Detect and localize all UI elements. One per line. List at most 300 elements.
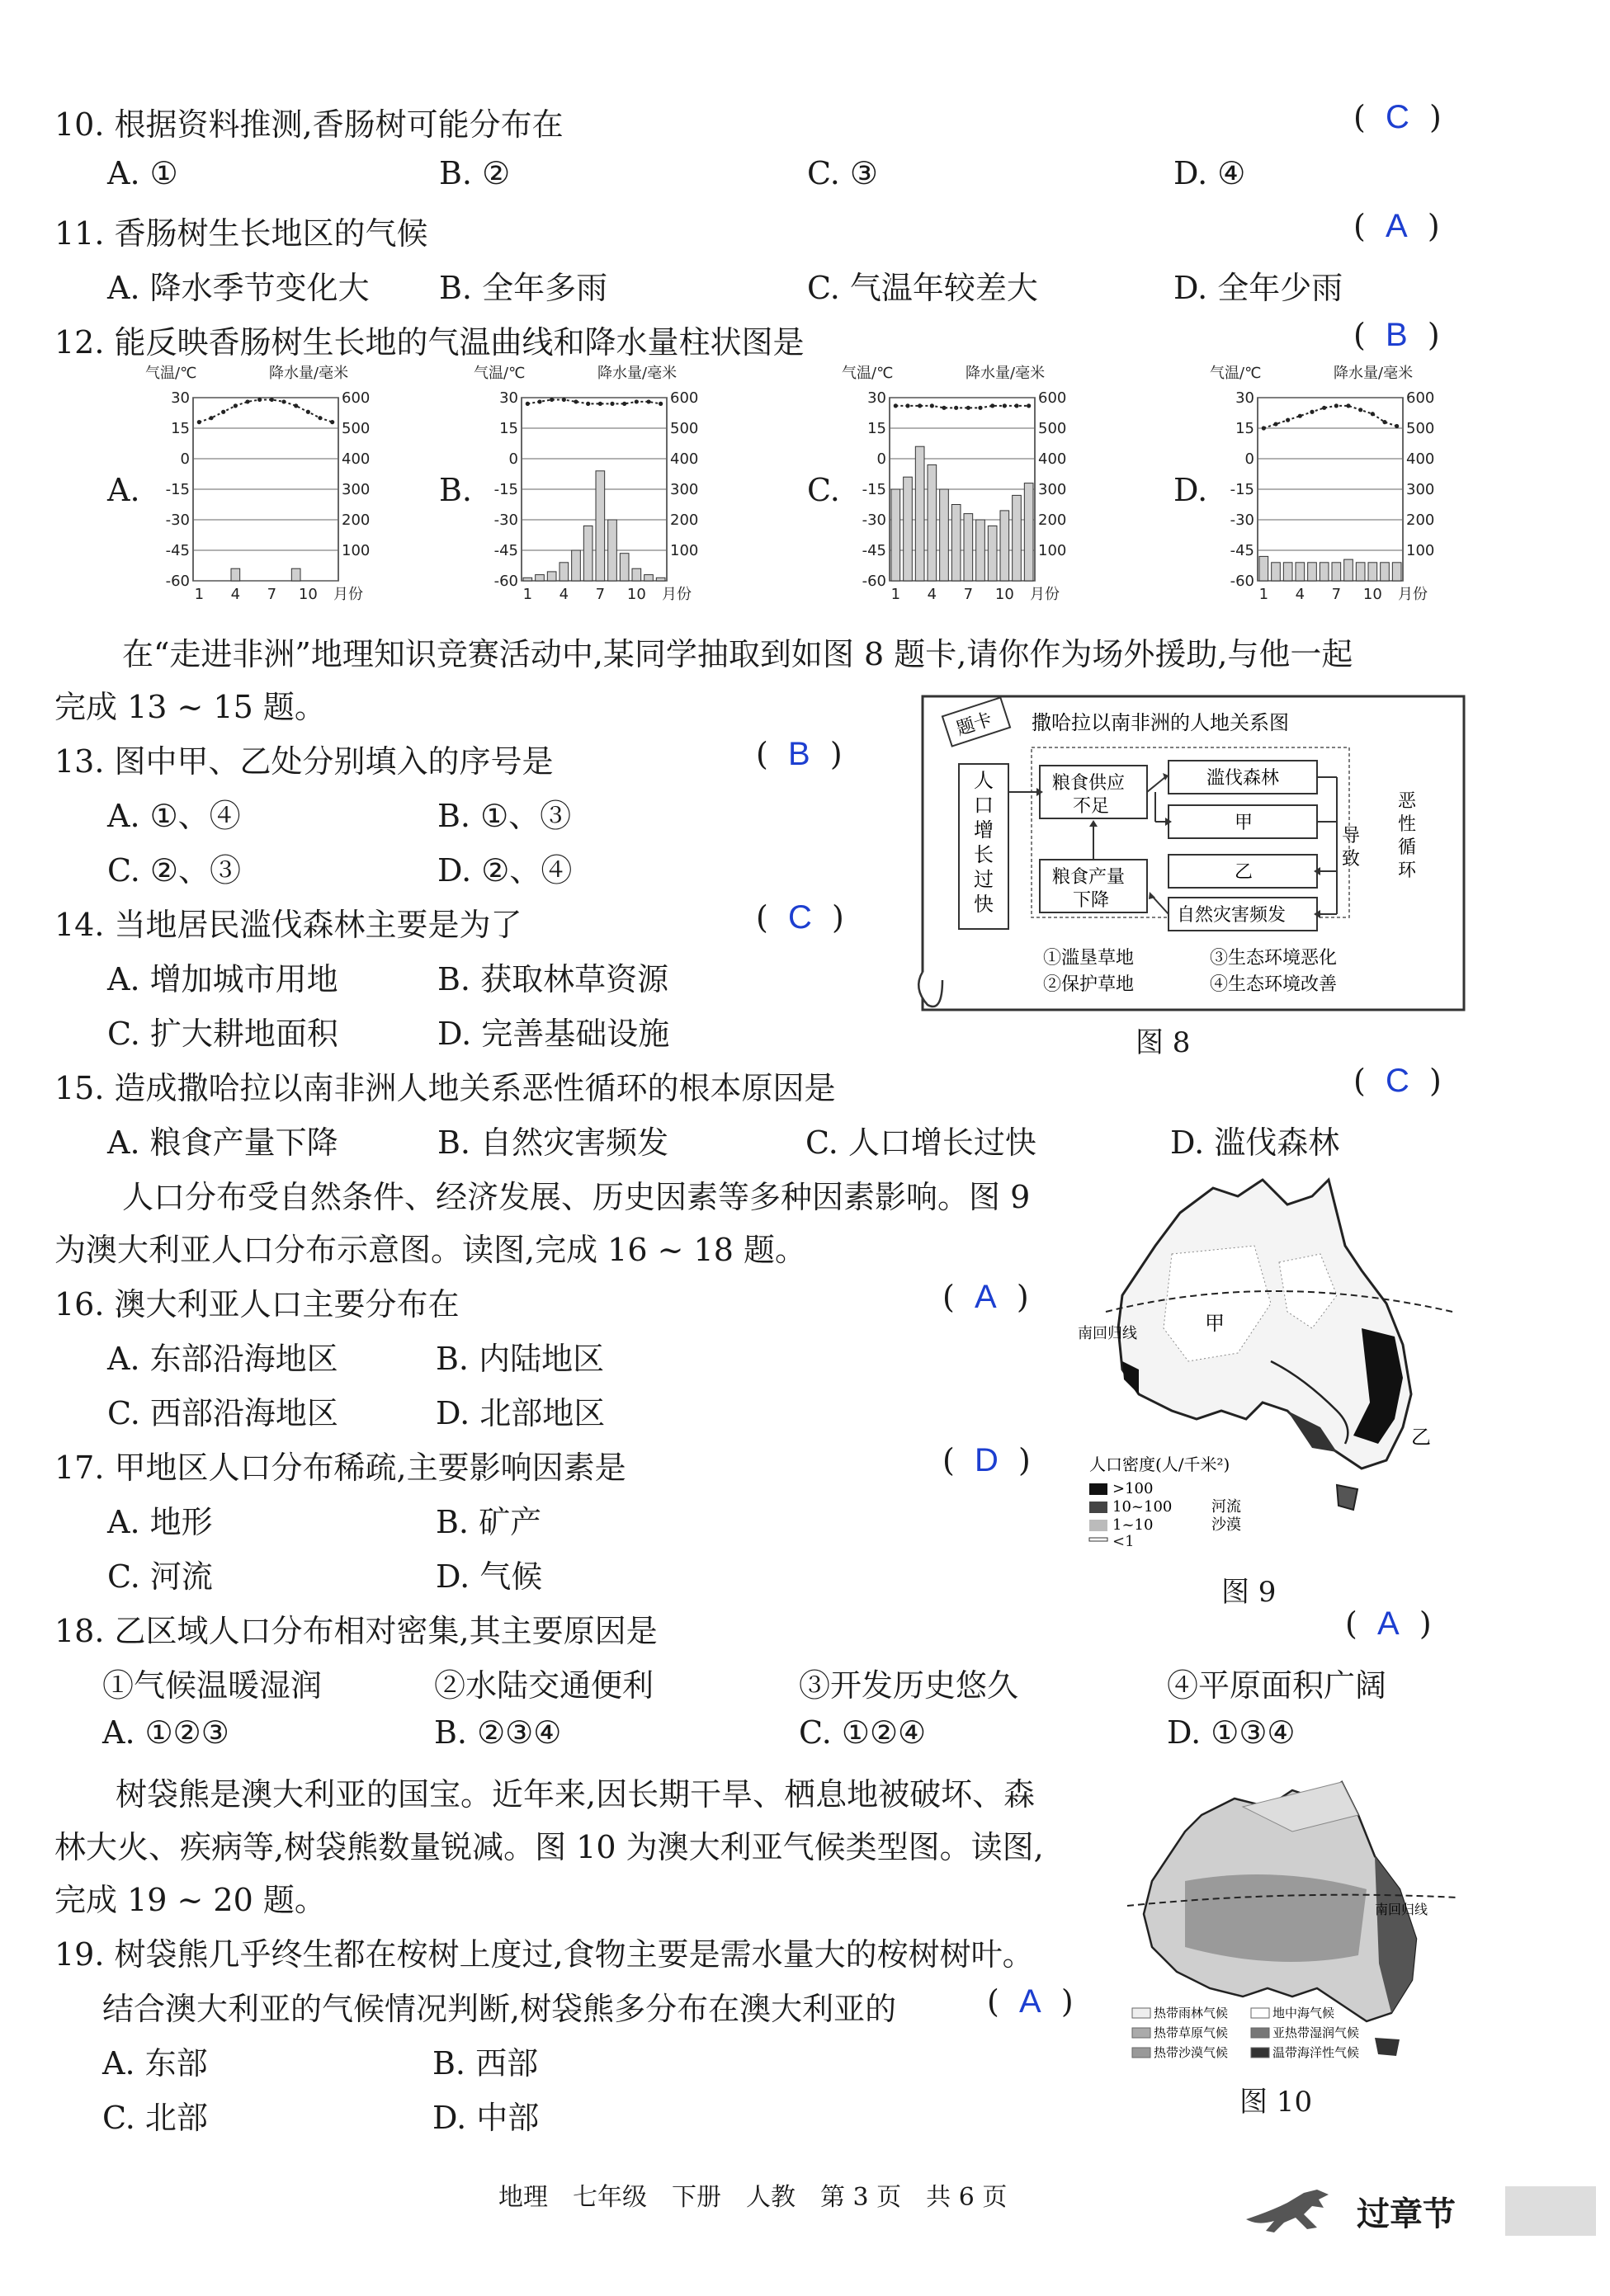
temp-point (905, 403, 909, 408)
month-tick-label: 4 (230, 586, 241, 603)
precip-bar (891, 489, 900, 581)
precip-tick-label: 600 (1038, 389, 1067, 407)
q15-answer: C (1385, 1063, 1409, 1099)
precip-bar (1283, 563, 1292, 581)
temp-point (537, 399, 541, 403)
q12-option-d: D. (1173, 472, 1208, 508)
q13-option-a: A. ①、④ (107, 798, 241, 834)
precip-bar (596, 471, 605, 581)
fig10-legend-6: 温带海洋性气候 (1272, 2045, 1360, 2060)
precip-tick-label: 100 (342, 542, 371, 559)
fig9-legend-title: 人口密度(人/千米²) (1089, 1454, 1230, 1474)
temp-point (330, 420, 334, 424)
temp-point (1382, 420, 1386, 424)
precip-tick-label: 100 (1406, 542, 1435, 559)
temp-tick-label: -60 (1230, 573, 1254, 590)
temp-axis-label: 气温/℃ (842, 365, 894, 382)
q13-option-d: D. ②、④ (437, 852, 573, 889)
figure-9-map (1073, 1163, 1469, 1543)
fig8-legend-3: ③生态环境恶化 (1210, 948, 1338, 969)
precip-bar (620, 554, 629, 581)
temp-point (221, 410, 225, 414)
precip-tick-label: 400 (1038, 450, 1067, 468)
q18-answer-paren: ( A ) (1345, 1605, 1432, 1642)
q10-stem: 10. 根据资料推测,香肠树可能分布在 (54, 106, 564, 143)
q11-answer-paren: ( A ) (1353, 208, 1440, 244)
q18-option-a: A. ①②③ (102, 1714, 229, 1751)
q17-answer-paren: ( D ) (942, 1442, 1031, 1478)
q18-item-2: ②水陆交通便利 (434, 1667, 654, 1704)
temp-point (646, 399, 650, 403)
q19-stem-line2: 结合澳大利亚的气候情况判断,树袋熊多分布在澳大利亚的 (102, 1991, 897, 2027)
temp-tick-label: 0 (508, 450, 518, 468)
intro-16-18-line1: 人口分布受自然条件、经济发展、历史因素等多种因素影响。图 9 (122, 1179, 1031, 1215)
precip-bar (1392, 563, 1401, 581)
q17-answer: D (974, 1442, 999, 1478)
box-food-drop-line2: 下降 (1073, 890, 1110, 911)
q16-option-a: A. 东部沿海地区 (107, 1341, 338, 1377)
temp-tick-label: -30 (493, 512, 518, 529)
intro-19-20-line1: 树袋熊是澳大利亚的国宝。近年来,因长期干旱、栖息地被破坏、森 (116, 1776, 1036, 1813)
month-tick-label: 1 (194, 586, 205, 603)
box-population-char-6: 快 (974, 893, 994, 916)
temp-axis-label: 气温/℃ (145, 365, 197, 382)
q15-option-c: C. 人口增长过快 (805, 1124, 1036, 1161)
temp-point (598, 402, 602, 406)
temp-point (954, 406, 958, 410)
precip-bar (547, 572, 556, 581)
month-tick-label: 1 (1258, 586, 1269, 603)
label-yi: 乙 (1411, 1426, 1431, 1449)
q18-option-b: B. ②③④ (434, 1714, 562, 1751)
box-food-shortage-line1: 粮食供应 (1052, 773, 1126, 794)
temp-point (306, 410, 310, 414)
precip-tick-label: 500 (1038, 420, 1067, 437)
q19-stem-line1: 19. 树袋熊几乎终生都在桉树上度过,食物主要是需水量大的桉树树叶。 (54, 1936, 1034, 1973)
q15-option-b: B. 自然灾害频发 (437, 1124, 669, 1161)
q10-option-c: C. ③ (807, 155, 878, 191)
fig9-legend-river: 河流 (1211, 1498, 1241, 1516)
precip-bar (964, 514, 973, 581)
box-population-char-1: 人 (974, 769, 994, 792)
fig10-tropic-label: 南回归线 (1375, 1902, 1428, 1917)
precip-tick-label: 300 (1406, 481, 1435, 498)
q12-option-c: C. (807, 472, 840, 508)
q15-answer-paren: ( C ) (1353, 1063, 1442, 1099)
precip-tick-label: 300 (342, 481, 371, 498)
figure-8-card (908, 691, 1469, 1021)
temp-tick-label: 30 (1235, 389, 1254, 407)
fig9-legend-4-label: <1 (1112, 1533, 1135, 1550)
precip-bar (940, 489, 949, 581)
q12-answer: B (1385, 317, 1408, 353)
temp-point (550, 398, 554, 402)
precip-bar (1320, 563, 1329, 581)
temp-point (574, 399, 578, 403)
tropic-label: 南回归线 (1078, 1325, 1137, 1342)
precip-bar (231, 568, 240, 581)
q16-option-b: B. 内陆地区 (436, 1341, 605, 1377)
temp-point (1322, 406, 1326, 410)
precip-tick-label: 100 (1038, 542, 1067, 559)
fig10-legend-3: 热带草原气候 (1154, 2025, 1229, 2040)
precip-bar (1344, 559, 1353, 581)
fig9-caption: 图 9 (1221, 1576, 1277, 1609)
precip-bar (1024, 483, 1033, 581)
fig10-legend-4: 亚热带湿润气候 (1272, 2025, 1360, 2040)
temp-point (1358, 408, 1362, 412)
temp-tick-label: -15 (862, 481, 886, 498)
temp-point (978, 406, 982, 410)
q18-option-d: D. ①③④ (1167, 1714, 1296, 1751)
fig8-legend-4: ④生态环境改善 (1210, 974, 1338, 995)
q10-option-b: B. ② (439, 155, 511, 191)
precip-bar (1381, 563, 1390, 581)
temp-point (294, 403, 298, 408)
q17-stem: 17. 甲地区人口分布稀疏,主要影响因素是 (54, 1450, 626, 1486)
temp-point (245, 399, 249, 403)
temp-tick-label: -60 (165, 573, 190, 590)
month-tick-label: 10 (1362, 586, 1382, 603)
temp-point (586, 402, 590, 406)
precip-tick-label: 200 (1406, 512, 1435, 529)
temp-point (1014, 403, 1018, 408)
intro-13-15-line1: 在“走进非洲”地理知识竞赛活动中,某同学抽取到如图 8 题卡,请你作为场外援助,与他一起 (122, 636, 1353, 672)
precip-axis-label: 降水量/毫米 (269, 365, 349, 382)
label-vicious-char-4: 环 (1398, 860, 1417, 881)
month-unit-label: 月份 (662, 586, 692, 603)
tasmania (1337, 1485, 1357, 1510)
q18-item-3: ③开发历史悠久 (799, 1667, 1019, 1704)
q19-option-a: A. 东部 (102, 2045, 208, 2081)
precip-bar (656, 578, 665, 581)
q14-answer: C (787, 899, 812, 936)
precip-bar (536, 575, 545, 581)
precip-bar (976, 520, 985, 581)
q11-stem: 11. 香肠树生长地区的气候 (54, 215, 428, 252)
box-disaster-label: 自然灾害频发 (1177, 905, 1287, 926)
horse-logo-icon (1238, 2178, 1345, 2236)
precip-tick-label: 400 (342, 450, 371, 468)
box-food-shortage-line2: 不足 (1073, 796, 1110, 817)
precip-bar (291, 568, 300, 581)
q11-option-d: D. 全年少雨 (1173, 270, 1343, 306)
q14-answer-paren: ( C ) (756, 899, 844, 936)
box-population-char-5: 过 (974, 868, 994, 891)
temp-tick-label: -30 (165, 512, 190, 529)
temp-point (1395, 424, 1399, 428)
fig8-legend-1: ①滥垦草地 (1043, 948, 1135, 969)
precip-bar (523, 578, 532, 581)
q19-option-c: C. 北部 (102, 2100, 208, 2136)
q12-option-a: A. (107, 472, 140, 508)
q13-stem: 13. 图中甲、乙处分别填入的序号是 (54, 743, 554, 780)
q10-answer: C (1385, 99, 1409, 135)
q19-option-d: D. 中部 (432, 2100, 540, 2136)
label-daozhi-char-1: 导 (1342, 826, 1361, 846)
month-tick-label: 4 (559, 586, 569, 603)
temp-point (942, 406, 946, 410)
temp-point (257, 398, 262, 402)
temp-tick-label: -45 (493, 542, 518, 559)
q11-option-b: B. 全年多雨 (439, 270, 608, 306)
precip-bar (1272, 563, 1281, 581)
footer-tab (1505, 2186, 1596, 2236)
precip-axis-label: 降水量/毫米 (1334, 365, 1414, 382)
temp-point (1371, 412, 1375, 416)
precip-axis-label: 降水量/毫米 (966, 365, 1046, 382)
q15-stem: 15. 造成撒哈拉以南非洲人地关系恶性循环的根本原因是 (54, 1070, 836, 1106)
precip-tick-label: 400 (670, 450, 699, 468)
box-jia-label: 甲 (1235, 813, 1254, 833)
fig9-legend-desert: 沙漠 (1211, 1516, 1241, 1534)
fig10-legend-2: 地中海气候 (1272, 2006, 1335, 2020)
precip-bar (632, 568, 641, 581)
precip-tick-label: 200 (1038, 512, 1067, 529)
precip-bar (559, 563, 569, 581)
q13-answer: B (787, 736, 810, 772)
precip-tick-label: 400 (1406, 450, 1435, 468)
precip-tick-label: 500 (342, 420, 371, 437)
label-vicious-char-1: 恶 (1398, 791, 1417, 812)
temp-tick-label: -60 (493, 573, 518, 590)
precip-tick-label: 200 (342, 512, 371, 529)
precip-tick-label: 600 (342, 389, 371, 407)
temp-tick-label: -45 (862, 542, 886, 559)
fig10-caption: 图 10 (1239, 2086, 1313, 2119)
intro-16-18-line2: 为澳大利亚人口分布示意图。读图,完成 16 ~ 18 题。 (54, 1232, 806, 1268)
q12-stem: 12. 能反映香肠树生长地的气温曲线和降水量柱状图是 (54, 324, 805, 361)
fig10-legend-5: 热带沙漠气候 (1154, 2045, 1229, 2060)
month-tick-label: 4 (1295, 586, 1305, 603)
q14-option-a: A. 增加城市用地 (107, 961, 338, 997)
month-tick-label: 7 (595, 586, 606, 603)
temp-point (318, 416, 322, 420)
temp-tick-label: 0 (1244, 450, 1254, 468)
temp-tick-label: -45 (1230, 542, 1254, 559)
temp-tick-label: -60 (862, 573, 886, 590)
q15-option-d: D. 滥伐森林 (1170, 1124, 1340, 1161)
q18-option-c: C. ①②④ (799, 1714, 927, 1751)
precip-bar (572, 550, 581, 581)
temp-point (1286, 418, 1290, 422)
fig8-legend-2: ②保护草地 (1043, 974, 1135, 995)
temp-point (526, 402, 530, 406)
climate-chart-c (842, 365, 1081, 612)
fig8-caption: 图 8 (1135, 1026, 1191, 1059)
precip-tick-label: 200 (670, 512, 699, 529)
precip-bar (1308, 563, 1317, 581)
label-vicious-char-2: 性 (1398, 814, 1417, 835)
fig10-legend-1: 热带雨林气候 (1154, 2006, 1229, 2020)
desert-climate-zone (1185, 1874, 1367, 1962)
q14-option-b: B. 获取林草资源 (437, 961, 669, 997)
temp-point (234, 403, 238, 408)
temp-point (635, 399, 639, 403)
q16-option-c: C. 西部沿海地区 (107, 1395, 338, 1431)
temp-tick-label: 15 (171, 420, 190, 437)
precip-bar (1259, 556, 1268, 581)
footer-text: 地理 七年级 下册 人教 第 3 页 共 6 页 (498, 2183, 1008, 2212)
q15-option-a: A. 粮食产量下降 (107, 1124, 338, 1161)
precip-bar (915, 446, 924, 581)
fig9-legend-3: 1~10 (1112, 1516, 1154, 1534)
temp-tick-label: 30 (171, 389, 190, 407)
month-tick-label: 10 (298, 586, 318, 603)
precip-tick-label: 600 (670, 389, 699, 407)
precip-bar (988, 526, 997, 581)
card-tag: 题卡 (954, 709, 995, 740)
box-population-char-3: 增 (974, 818, 994, 842)
q11-answer: A (1385, 208, 1408, 244)
temp-point (1273, 422, 1277, 426)
box-population-char-4: 长 (974, 843, 994, 866)
precip-bar (904, 477, 913, 581)
temp-tick-label: -30 (1230, 512, 1254, 529)
q16-option-d: D. 北部地区 (436, 1395, 606, 1431)
precip-bar (1368, 563, 1377, 581)
q16-answer-paren: ( A ) (942, 1279, 1029, 1315)
precip-bar (608, 520, 617, 581)
precip-axis-label: 降水量/毫米 (597, 365, 678, 382)
precip-bar (644, 575, 654, 581)
month-tick-label: 1 (890, 586, 901, 603)
temp-tick-label: -15 (1230, 481, 1254, 498)
temp-point (918, 403, 922, 408)
q13-answer-paren: ( B ) (756, 736, 843, 772)
fig9-legend-2: 10~100 (1112, 1498, 1173, 1516)
box-food-drop-line1: 粮食产量 (1052, 867, 1126, 888)
box-deforest-label: 滥伐森林 (1206, 768, 1280, 789)
temp-point (1346, 403, 1350, 408)
q13-option-c: C. ②、③ (107, 852, 241, 889)
precip-tick-label: 300 (670, 481, 699, 498)
q19-option-b: B. 西部 (432, 2045, 539, 2081)
temp-point (622, 402, 626, 406)
temp-point (1003, 403, 1007, 408)
temp-point (930, 403, 934, 408)
temp-point (270, 398, 274, 402)
temp-point (562, 398, 566, 402)
precip-tick-label: 500 (670, 420, 699, 437)
fig8-title: 撒哈拉以南非洲的人地关系图 (1032, 711, 1289, 734)
temp-point (1027, 403, 1031, 408)
month-tick-label: 7 (267, 586, 277, 603)
label-vicious-char-3: 循 (1398, 837, 1417, 858)
month-unit-label: 月份 (333, 586, 363, 603)
climate-chart-b (474, 365, 713, 612)
temp-point (1334, 403, 1339, 408)
intro-13-15-line2: 完成 13 ~ 15 题。 (54, 689, 326, 725)
q19-answer-paren: ( A ) (987, 1983, 1074, 2020)
temp-tick-label: -15 (493, 481, 518, 498)
tasmania-climate (1375, 2038, 1400, 2056)
q18-item-1: ①气候温暖湿润 (102, 1667, 323, 1704)
label-jia: 甲 (1205, 1312, 1225, 1335)
q17-option-d: D. 气候 (436, 1558, 543, 1595)
box-population-char-2: 口 (974, 794, 994, 817)
precip-tick-label: 300 (1038, 481, 1067, 498)
temp-point (1298, 414, 1302, 418)
temp-point (1310, 410, 1314, 414)
intro-19-20-line2: 林大火、疾病等,树袋熊数量锐减。图 10 为澳大利亚气候类型图。读图, (54, 1829, 1044, 1865)
temp-point (659, 402, 663, 406)
temp-tick-label: 15 (499, 420, 518, 437)
q16-answer: A (974, 1279, 997, 1315)
figure-10-map (1127, 1766, 1457, 2087)
month-tick-label: 7 (1331, 586, 1342, 603)
q19-answer: A (1018, 1983, 1041, 2020)
label-daozhi-char-2: 致 (1342, 849, 1361, 870)
precip-bar (1332, 563, 1341, 581)
temp-tick-label: 0 (180, 450, 190, 468)
precip-bar (1000, 511, 1009, 581)
precip-tick-label: 500 (1406, 420, 1435, 437)
month-tick-label: 4 (927, 586, 937, 603)
month-unit-label: 月份 (1398, 586, 1428, 603)
q12-option-b: B. (439, 472, 473, 508)
temp-point (197, 420, 201, 424)
q18-answer: A (1376, 1605, 1400, 1642)
q14-option-c: C. 扩大耕地面积 (107, 1016, 338, 1052)
temp-point (966, 406, 970, 410)
temp-tick-label: 30 (867, 389, 886, 407)
footer-brand: 过章节 (1357, 2195, 1456, 2233)
precip-bar (1296, 563, 1305, 581)
q17-option-c: C. 河流 (107, 1558, 213, 1595)
q17-option-b: B. 矿产 (436, 1504, 542, 1540)
month-tick-label: 10 (994, 586, 1014, 603)
q17-option-a: A. 地形 (107, 1504, 213, 1540)
precip-bar (1356, 563, 1365, 581)
precip-bar (583, 526, 593, 581)
q18-stem: 18. 乙区域人口分布相对密集,其主要原因是 (54, 1613, 658, 1649)
month-tick-label: 10 (626, 586, 646, 603)
temp-tick-label: 15 (867, 420, 886, 437)
temp-axis-label: 气温/℃ (474, 365, 526, 382)
temp-tick-label: -30 (862, 512, 886, 529)
temp-point (990, 403, 994, 408)
q14-option-d: D. 完善基础设施 (437, 1016, 670, 1052)
month-tick-label: 1 (522, 586, 533, 603)
temp-point (209, 416, 213, 420)
climate-chart-d (1210, 365, 1449, 612)
precip-tick-label: 100 (670, 542, 699, 559)
q10-option-d: D. ④ (1173, 155, 1246, 191)
q11-option-a: A. 降水季节变化大 (107, 270, 370, 306)
climate-chart-a (145, 365, 385, 612)
temp-tick-label: 30 (499, 389, 518, 407)
box-yi-label: 乙 (1235, 862, 1254, 883)
temp-axis-label: 气温/℃ (1210, 365, 1262, 382)
temp-tick-label: 0 (876, 450, 886, 468)
q10-answer-paren: ( C ) (1353, 99, 1442, 135)
q14-stem: 14. 当地居民滥伐森林主要是为了 (54, 907, 522, 943)
temp-point (894, 403, 898, 408)
q13-option-b: B. ①、③ (437, 798, 572, 834)
temp-point (610, 402, 614, 406)
precip-bar (1013, 495, 1022, 581)
temp-point (1262, 426, 1266, 430)
temp-tick-label: -15 (165, 481, 190, 498)
temp-point (281, 399, 286, 403)
q18-item-4: ④平原面积广阔 (1167, 1667, 1387, 1704)
intro-19-20-line3: 完成 19 ~ 20 题。 (54, 1882, 326, 1918)
q11-option-c: C. 气温年较差大 (807, 270, 1038, 306)
month-unit-label: 月份 (1030, 586, 1060, 603)
q10-option-a: A. ① (107, 155, 178, 191)
month-tick-label: 7 (963, 586, 974, 603)
